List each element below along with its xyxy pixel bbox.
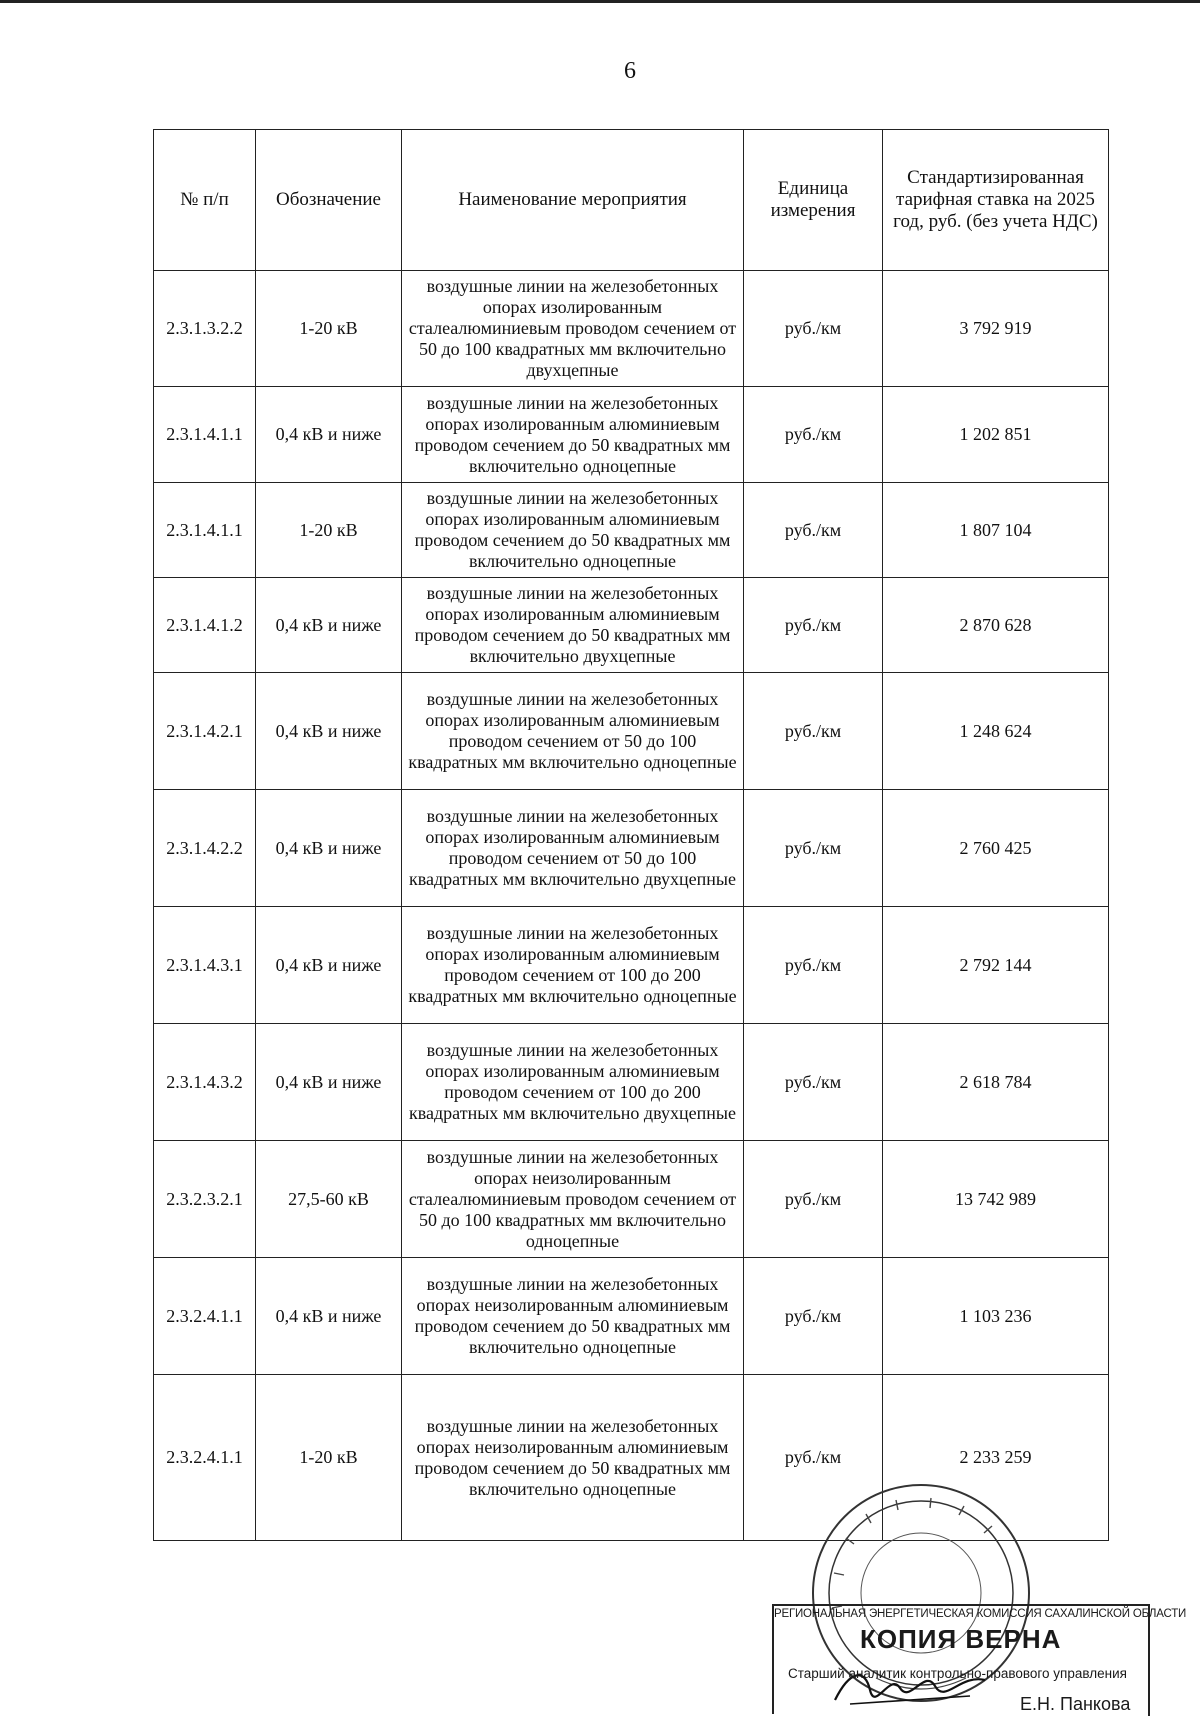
- row-designation-cell: 0,4 кВ и ниже: [256, 790, 402, 907]
- table-row: [154, 1258, 1109, 1375]
- row-unit-cell: руб./км: [744, 790, 883, 907]
- header-name: Наименование мероприятия: [402, 130, 744, 271]
- certification-stamp: [772, 1604, 1187, 1716]
- table-row: [154, 271, 1109, 387]
- row-rate-cell: 1 103 236: [883, 1258, 1109, 1375]
- row-designation-cell: 0,4 кВ и ниже: [256, 387, 402, 483]
- table-row: [154, 673, 1109, 790]
- row-number-cell: 2.3.1.4.3.2: [154, 1024, 256, 1141]
- row-number-cell: 2.3.2.3.2.1: [154, 1141, 256, 1258]
- row-name-cell: воздушные линии на железобетонных опорах изолированным алюминиевым проводом сечением до 50 квадратных мм включительно двухцепные: [402, 578, 744, 673]
- row-unit-cell: руб./км: [744, 907, 883, 1024]
- row-number-cell: 2.3.1.4.1.2: [154, 578, 256, 673]
- row-designation-cell: 27,5-60 кВ: [256, 1141, 402, 1258]
- row-rate-cell: 3 792 919: [883, 271, 1109, 387]
- row-designation-cell: 0,4 кВ и ниже: [256, 1024, 402, 1141]
- row-number-cell: 2.3.1.4.1.1: [154, 483, 256, 578]
- table-row: [154, 387, 1109, 483]
- row-number-cell: 2.3.1.3.2.2: [154, 271, 256, 387]
- row-number-cell: 2.3.2.4.1.1: [154, 1375, 256, 1541]
- rates-table: [153, 129, 1109, 1541]
- header-rate: Стандартизированная тарифная ставка на 2025 год, руб. (без учета НДС): [883, 130, 1109, 271]
- row-designation-cell: 1-20 кВ: [256, 271, 402, 387]
- row-rate-cell: 2 760 425: [883, 790, 1109, 907]
- stamp-position: Старший аналитик контрольно-правового управления: [788, 1666, 1127, 1681]
- row-name-cell: воздушные линии на железобетонных опорах изолированным алюминиевым проводом сечением от 100 до 200 квадратных мм включительно одноцепные: [402, 907, 744, 1024]
- row-rate-cell: 2 792 144: [883, 907, 1109, 1024]
- row-name-cell: воздушные линии на железобетонных опорах изолированным алюминиевым проводом сечением от 50 до 100 квадратных мм включительно двухцепные: [402, 790, 744, 907]
- table-row: [154, 1141, 1109, 1258]
- row-name-cell: воздушные линии на железобетонных опорах неизолированным алюминиевым проводом сечением до 50 квадратных мм включительно одноцепные: [402, 1258, 744, 1375]
- row-number-cell: 2.3.1.4.3.1: [154, 907, 256, 1024]
- row-unit-cell: руб./км: [744, 271, 883, 387]
- row-rate-cell: 2 233 259: [883, 1375, 1109, 1541]
- row-number-cell: 2.3.1.4.1.1: [154, 387, 256, 483]
- stamp-organization: РЕГИОНАЛЬНАЯ ЭНЕРГЕТИЧЕСКАЯ КОМИССИЯ САХАЛИНСКОЙ ОБЛАСТИ: [774, 1608, 1187, 1620]
- row-rate-cell: 2 870 628: [883, 578, 1109, 673]
- row-designation-cell: 0,4 кВ и ниже: [256, 578, 402, 673]
- row-unit-cell: руб./км: [744, 387, 883, 483]
- row-unit-cell: руб./км: [744, 483, 883, 578]
- table-row: [154, 483, 1109, 578]
- row-rate-cell: 1 807 104: [883, 483, 1109, 578]
- table-row: [154, 1024, 1109, 1141]
- row-unit-cell: руб./км: [744, 1375, 883, 1541]
- row-rate-cell: 13 742 989: [883, 1141, 1109, 1258]
- row-name-cell: воздушные линии на железобетонных опорах изолированным алюминиевым проводом сечением от 50 до 100 квадратных мм включительно одноцепные: [402, 673, 744, 790]
- table-header-row: [154, 130, 1109, 271]
- row-number-cell: 2.3.1.4.2.1: [154, 673, 256, 790]
- row-unit-cell: руб./км: [744, 1141, 883, 1258]
- table-row: [154, 907, 1109, 1024]
- stamp-signer-name: Е.Н. Панкова: [1020, 1694, 1131, 1714]
- row-number-cell: 2.3.1.4.2.2: [154, 790, 256, 907]
- header-unit: Единица измерения: [744, 130, 883, 271]
- row-name-cell: воздушные линии на железобетонных опорах изолированным сталеалюминиевым проводом сечением от 50 до 100 квадратных мм включительно двухцепные: [402, 271, 744, 387]
- stamp-frame-left: [772, 1604, 774, 1714]
- row-name-cell: воздушные линии на железобетонных опорах неизолированным сталеалюминиевым проводом сечением от 50 до 100 квадратных мм включительно одноцепные: [402, 1141, 744, 1258]
- table-body: [154, 271, 1109, 1541]
- row-designation-cell: 1-20 кВ: [256, 1375, 402, 1541]
- row-unit-cell: руб./км: [744, 1024, 883, 1141]
- row-rate-cell: 1 248 624: [883, 673, 1109, 790]
- row-name-cell: воздушные линии на железобетонных опорах изолированным алюминиевым проводом сечением до 50 квадратных мм включительно одноцепные: [402, 387, 744, 483]
- row-name-cell: воздушные линии на железобетонных опорах неизолированным алюминиевым проводом сечением до 50 квадратных мм включительно одноцепные: [402, 1375, 744, 1541]
- page-top-border: [0, 0, 1200, 3]
- stamp-frame-right: [1148, 1604, 1150, 1716]
- row-rate-cell: 2 618 784: [883, 1024, 1109, 1141]
- row-unit-cell: руб./км: [744, 1258, 883, 1375]
- row-number-cell: 2.3.2.4.1.1: [154, 1258, 256, 1375]
- row-unit-cell: руб./км: [744, 673, 883, 790]
- header-designation: Обозначение: [256, 130, 402, 271]
- table-row: [154, 578, 1109, 673]
- stamp-title: КОПИЯ ВЕРНА: [860, 1624, 1062, 1654]
- table-row: [154, 790, 1109, 907]
- row-unit-cell: руб./км: [744, 578, 883, 673]
- page-number: 6: [624, 58, 636, 84]
- row-designation-cell: 0,4 кВ и ниже: [256, 673, 402, 790]
- row-designation-cell: 0,4 кВ и ниже: [256, 907, 402, 1024]
- header-number: № п/п: [154, 130, 256, 271]
- row-name-cell: воздушные линии на железобетонных опорах изолированным алюминиевым проводом сечением от 100 до 200 квадратных мм включительно двухцепные: [402, 1024, 744, 1141]
- stamp-frame-top: [772, 1604, 1150, 1606]
- row-designation-cell: 1-20 кВ: [256, 483, 402, 578]
- row-rate-cell: 1 202 851: [883, 387, 1109, 483]
- row-name-cell: воздушные линии на железобетонных опорах изолированным алюминиевым проводом сечением до 50 квадратных мм включительно одноцепные: [402, 483, 744, 578]
- row-designation-cell: 0,4 кВ и ниже: [256, 1258, 402, 1375]
